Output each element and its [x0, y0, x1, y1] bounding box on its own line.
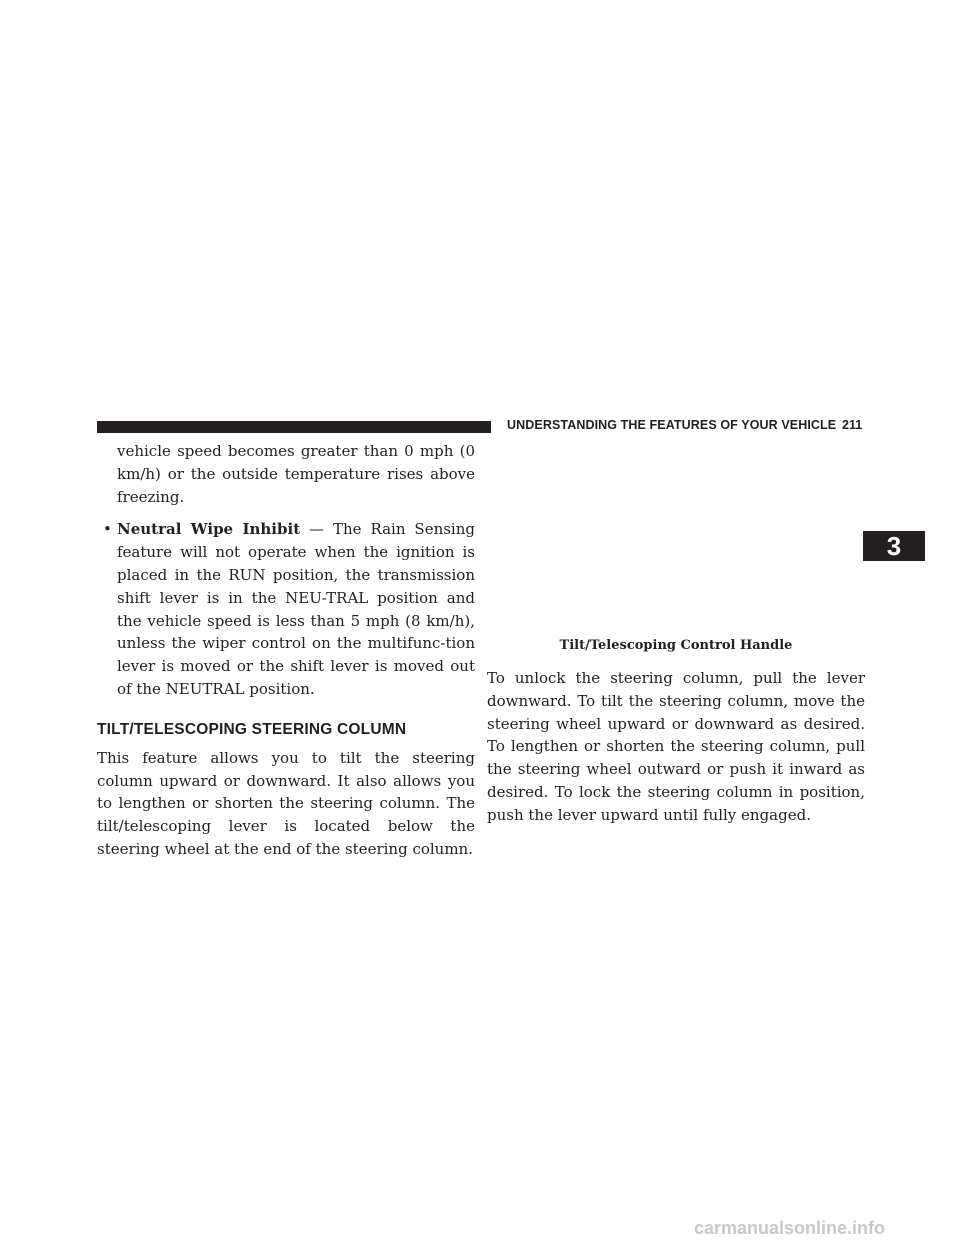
section-heading: TILT/TELESCOPING STEERING COLUMN	[97, 720, 407, 738]
bullet-icon: •	[103, 520, 112, 539]
page-number: 211	[842, 418, 863, 432]
continued-paragraph: vehicle speed becomes greater than 0 mph (0 km/h) or the outside temperature rises above freezing.	[117, 442, 475, 506]
watermark: carmanualsonline.info	[694, 1218, 886, 1238]
bullet-text	[117, 518, 475, 700]
bullet-term: Neutral Wipe Inhibit	[117, 520, 301, 539]
right-column	[487, 667, 865, 827]
left-column	[97, 440, 475, 861]
running-header-title: UNDERSTANDING THE FEATURES OF YOUR VEHICLE	[507, 418, 837, 432]
bullet-item-neutral-wipe-inhibit	[97, 518, 475, 700]
chapter-tab: 3	[863, 531, 925, 561]
header-bar	[97, 421, 491, 433]
figure-image-area	[487, 442, 865, 632]
bullet-description: — The Rain Sensing feature will not operate when the ignition is placed in the RUN position, the transmission shift lever is in the NEU-TRAL position and the vehicle speed is less than 5 mph (8 km/h), unless the wiper control on the multifunc-tion lever is moved or the shift lever is moved out of the NEUTRAL position.	[117, 520, 475, 698]
section-paragraph: This feature allows you to tilt the steering column upward or downward. It also allows you to lengthen or shorten the steering column. The tilt/telescoping lever is located below the steering wheel at the end of the steering column.	[97, 748, 475, 858]
figure-caption: Tilt/Telescoping Control Handle	[559, 638, 793, 653]
instructions-paragraph: To unlock the steering column, pull the lever downward. To tilt the steering column, move the steering wheel upward or downward as desired. To lengthen or shorten the steering column, pull the steering wheel outward or push it inward as desired. To lock the steering column in position, push the lever upward until fully engaged.	[487, 669, 865, 824]
